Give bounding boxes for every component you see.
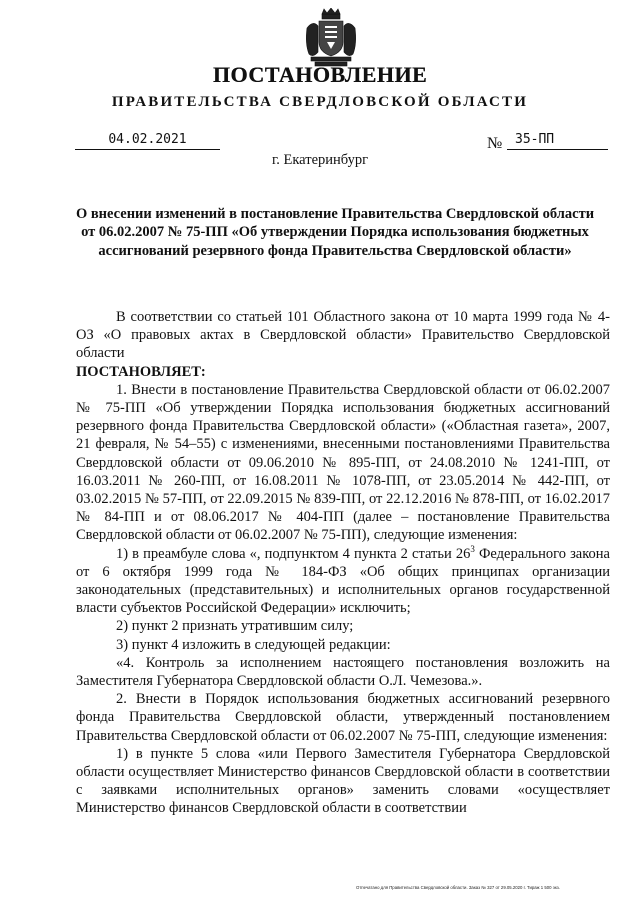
number-sign: №	[487, 135, 503, 152]
superscript: 3	[470, 543, 475, 554]
paragraph-1-1-text: 1) в преамбуле слова «, подпунктом 4 пункта 2 статьи 26	[116, 545, 471, 562]
document-title: ПОСТАНОВЛЕНИЕ	[212, 62, 428, 87]
intro-paragraph: В соответствии со статьей 101 Областного закона от 10 марта 1999 года № 4-ОЗ «О правовых актах в Свердловской области» Правительство Свердловской области	[76, 309, 610, 362]
paragraph-1: 1. Внести в постановление Правительства Свердловской области от 06.02.2007 № 75-ПП «Об утверждении Порядка использования бюджетных ассигнований резервного фонда Правительства Свердловской области» («Областная газета», 2007, 21 февраля, № 54–55) с изменениями, внесенными постановлениями Правительства Свердловской области от 09.06.2010 № 895-ПП, от 24.08.2010 № 1241-ПП, от 16.03.2011 № 260-ПП, от 16.08.2011 № 1078-ПП, от 23.05.2014 № 442-ПП, от 03.02.2015 № 57-ПП, от 22.09.2015 № 839-ПП, от 22.12.2016 № 878-ПП, от 16.02.2017 № 84-ПП и от 08.06.2017 № 404-ПП (далее – постановление Правительства Свердловской области от 06.02.2007 № 75-ПП), следующие изменения:	[76, 381, 610, 544]
print-footer: Отпечатано для Правительства Свердловской области. Заказ № 327 от 29.05.2020 г. Тираж 1 500 экз.	[356, 885, 560, 890]
paragraph-1-1-text-cont: Федерального закона от 6 октября 1999 года № 184-ФЗ «Об общих принципах организации законодательных (представительных) и исполнительных органов государственной власти субъектов Российской Федерации» исключить;	[76, 545, 610, 617]
paragraph-1-2: 2) пункт 2 признать утратившим силу;	[116, 618, 354, 635]
paragraph-1-1	[76, 545, 610, 618]
document-issuer: ПРАВИТЕЛЬСТВА СВЕРДЛОВСКОЙ ОБЛАСТИ	[111, 94, 529, 110]
coat-of-arms-icon	[303, 8, 359, 68]
paragraph-1-3: 3) пункт 4 изложить в следующей редакции:	[116, 636, 391, 653]
date-field	[75, 131, 220, 150]
document-date: 04.02.2021	[108, 132, 187, 147]
paragraph-1-3-quote: «4. Контроль за исполнением настоящего постановления возложить на Заместителя Губернатора Свердловской области О.Л. Чемезова.».	[76, 654, 610, 690]
document-number: 35-ПП	[515, 132, 555, 147]
number-field	[507, 131, 608, 150]
document-heading: О внесении изменений в постановление Правительства Свердловской области от 06.02.2007 № 75-ПП «Об утверждении Порядка использования бюджетных ассигнований резервного фонда Правительства Свердловской области»	[75, 206, 595, 259]
document-city: г. Екатеринбург	[271, 152, 369, 168]
paragraph-2: 2. Внести в Порядок использования бюджетных ассигнований резервного фонда Правительства Свердловской области, утвержденный постановлением Правительства Свердловской области от 06.02.2007 № 75-ПП, следующие изменения:	[76, 691, 610, 744]
document-body	[76, 305, 610, 818]
paragraph-2-1: 1) в пункте 5 слова «или Первого Заместителя Губернатора Свердловской области осуществляет Министерство финансов Свердловской области в соответствии с заявками исполнительных органов» заменить словами «осуществляет Министерство финансов Свердловской области в соответствии	[76, 745, 610, 817]
resolves-label: ПОСТАНОВЛЯЕТ:	[76, 363, 206, 380]
